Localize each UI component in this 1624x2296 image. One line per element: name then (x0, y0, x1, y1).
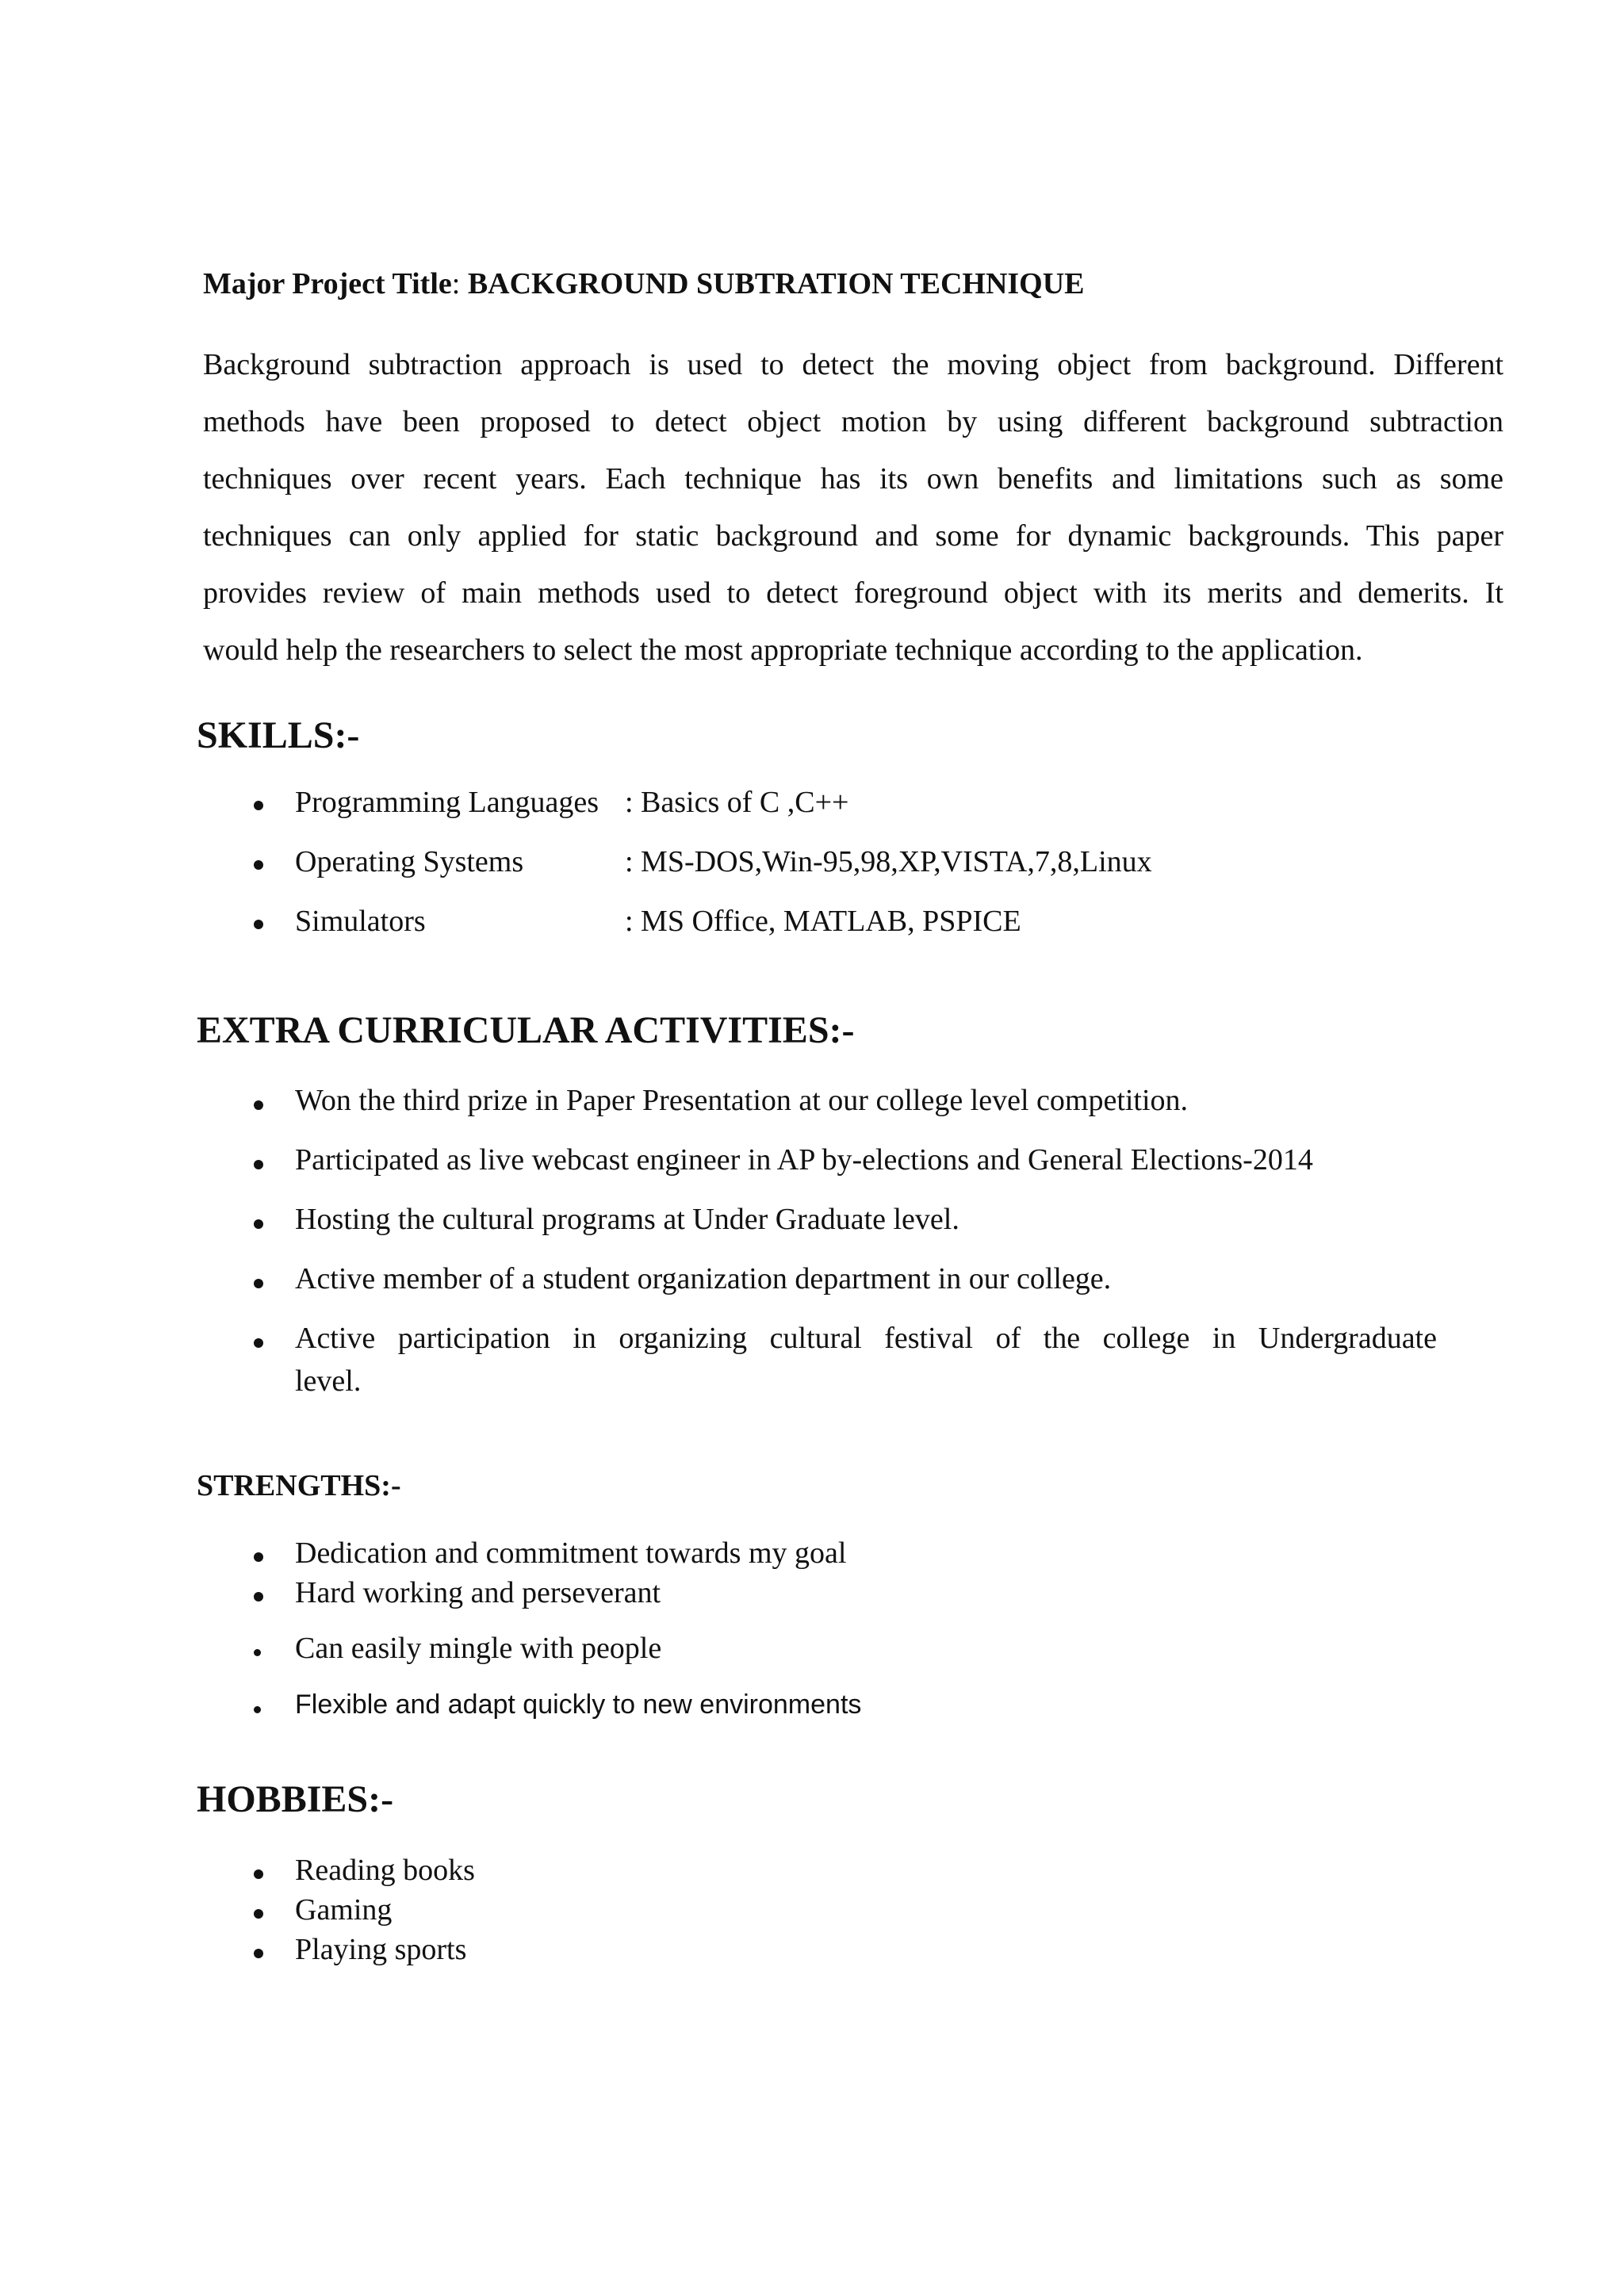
bullet-icon (254, 1909, 263, 1919)
project-abstract (203, 336, 1503, 679)
activity-text: Active participation in organizing cultural festival of the college in Undergraduate (295, 1322, 1437, 1355)
activity-text: Hosting the cultural programs at Under Graduate level. (295, 1203, 959, 1236)
strength-text: Can easily mingle with people (295, 1632, 662, 1665)
bullet-icon (254, 801, 263, 810)
bullet-icon (254, 1279, 263, 1288)
bullet-icon (254, 1949, 263, 1958)
bullet-icon (254, 1338, 263, 1348)
activity-text: Won the third prize in Paper Presentation at our college level competition. (295, 1084, 1189, 1117)
abstract-line: would help the researchers to select the most appropriate technique according to the application. (203, 633, 1363, 667)
project-title-separator: : (451, 267, 461, 300)
activity-text: Active member of a student organization department in our college. (295, 1262, 1112, 1295)
extra-curricular-heading: EXTRA CURRICULAR ACTIVITIES:- (197, 1009, 855, 1051)
project-title-value: BACKGROUND SUBTRATION TECHNIQUE (467, 267, 1085, 300)
bullet-icon (254, 1552, 263, 1562)
activity-text-continuation: level. (295, 1364, 362, 1398)
activity-text: Participated as live webcast engineer in AP by-elections and General Elections-2014 (295, 1143, 1313, 1177)
bullet-icon (254, 1869, 263, 1879)
bullet-icon (254, 1100, 263, 1110)
skill-label: Simulators (295, 905, 426, 938)
hobby-text: Playing sports (295, 1933, 467, 1966)
bullet-icon (254, 1649, 261, 1656)
skills-heading: SKILLS:- (197, 714, 360, 756)
skill-value: : Basics of C ,C++ (625, 786, 849, 819)
strengths-heading: STRENGTHS:- (197, 1469, 401, 1502)
skill-value: : MS Office, MATLAB, PSPICE (625, 905, 1021, 938)
strength-text: Dedication and commitment towards my goal (295, 1536, 847, 1570)
hobby-text: Reading books (295, 1854, 475, 1887)
hobby-text: Gaming (295, 1893, 393, 1927)
strength-text: Hard working and perseverant (295, 1576, 661, 1609)
bullet-icon (254, 1592, 263, 1601)
bullet-icon (254, 1706, 261, 1713)
strength-text: Flexible and adapt quickly to new environments (295, 1689, 862, 1720)
project-title-line (203, 266, 1085, 301)
abstract-line: provides review of main methods used to detect foreground object with its merits and demerits. It (203, 576, 1503, 610)
abstract-line: methods have been proposed to detect object motion by using different background subtraction (203, 405, 1503, 438)
abstract-line: techniques over recent years. Each technique has its own benefits and limitations such as some (203, 462, 1503, 496)
bullet-icon (254, 1219, 263, 1229)
project-title-label: Major Project Title (203, 267, 452, 300)
bullet-icon (254, 920, 263, 929)
skill-label: Operating Systems (295, 845, 524, 878)
hobbies-heading: HOBBIES:- (197, 1778, 394, 1820)
skill-label: Programming Languages (295, 786, 599, 819)
bullet-icon (254, 1160, 263, 1169)
bullet-icon (254, 860, 263, 870)
abstract-line: Background subtraction approach is used to detect the moving object from background. Different (203, 348, 1503, 381)
skill-value: : MS-DOS,Win-95,98,XP,VISTA,7,8,Linux (625, 845, 1152, 878)
abstract-line: techniques can only applied for static background and some for dynamic backgrounds. This paper (203, 519, 1503, 553)
